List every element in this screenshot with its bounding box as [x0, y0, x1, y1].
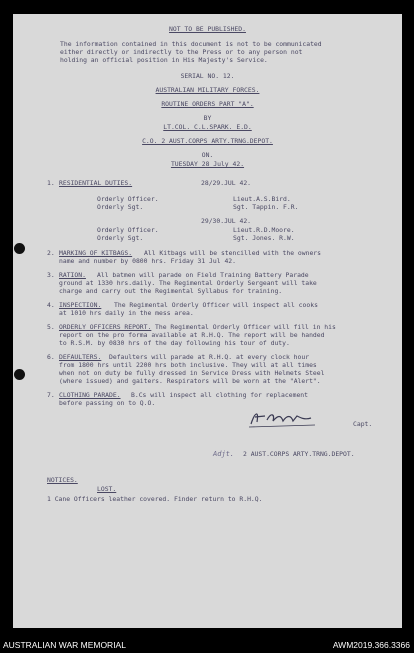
item-7-number: 7.: [47, 391, 55, 399]
item-2-number: 2.: [47, 249, 55, 257]
item-1-date-b: 29/30.JUL 42.: [201, 217, 252, 225]
adjutant-stamp: Adjt.: [213, 450, 235, 458]
item-1-title: RESIDENTIAL DUTIES.: [59, 179, 133, 187]
item-5-line-2: report on the pro forma available at R.H.Q. The report will be handed: [59, 331, 325, 339]
item-1-number: 1.: [47, 179, 55, 187]
item-1-role-a1: Orderly Officer.: [97, 195, 159, 203]
item-4-line-1: The Regimental Orderly Officer will inspect all cooks: [114, 301, 318, 309]
document-page: [13, 14, 402, 628]
item-2-line-1: All Kitbags will be stencilled with the owners: [144, 249, 321, 257]
item-4-number: 4.: [47, 301, 55, 309]
item-1-role-b2: Orderly Sgt.: [97, 234, 144, 242]
item-5-line-1: The Regimental Orderly Officer will fill in his: [155, 323, 336, 331]
item-2-line-2: name and number by 0800 hrs. Friday 31 Jul 42.: [59, 257, 236, 265]
item-6-line-4: (where issued) and gaiters. Respirators will be worn at the "Alert".: [59, 377, 321, 385]
unit: C.O. 2 AUST.CORPS ARTY.TRNG.DEPOT.: [142, 137, 273, 145]
on-label: ON.: [201, 151, 214, 159]
intro-line-3: holding an official position in His Majesty's Service.: [60, 56, 268, 64]
punch-hole-bottom: [14, 369, 25, 380]
item-3-line-2: ground at 1330 hrs.daily. The Regimental Orderly Sergeant will take: [59, 279, 317, 287]
item-6-line-2: from 1800 hrs until 2200 hrs both inclusive. They will at all times: [59, 361, 317, 369]
item-5-number: 5.: [47, 323, 55, 331]
item-3-number: 3.: [47, 271, 55, 279]
item-1-person-b2: Sgt. Jones. R.W.: [233, 234, 295, 242]
item-6-line-3: when not on duty be fully dressed in Service Dress with Helmets Steel: [59, 369, 325, 377]
punch-hole-top: [14, 243, 25, 254]
archive-footer: [0, 637, 414, 653]
signature-unit: 2 AUST.CORPS ARTY.TRNG.DEPOT.: [243, 450, 355, 458]
serial-number: SERIAL NO. 12.: [180, 72, 235, 80]
by-label: BY: [203, 114, 212, 122]
item-6-line-1: Defaulters will parade at R.H.Q. at every clock hour: [109, 353, 310, 361]
lost-title: LOST.: [97, 485, 117, 493]
item-7-line-2: before passing on to Q.O.: [59, 399, 156, 407]
item-2-title: MARKING OF KITBAGS.: [59, 249, 133, 257]
item-1-person-b1: Lieut.R.D.Moore.: [233, 226, 295, 234]
item-3-title: RATION.: [59, 271, 86, 279]
item-3-line-1: All batmen will parade on Field Training Battery Parade: [97, 271, 309, 279]
item-7-line-1: B.Cs will inspect all clothing for replacement: [131, 391, 308, 399]
item-4-title: INSPECTION.: [59, 301, 102, 309]
intro-line-1: The information contained in this document is not to be communicated: [60, 40, 322, 48]
signature-rank: Capt.: [353, 420, 373, 428]
lost-text: 1 Cane Officers leather covered. Finder return to R.H.Q.: [47, 495, 263, 503]
force-title: AUSTRALIAN MILITARY FORCES.: [155, 86, 260, 94]
item-6-number: 6.: [47, 353, 55, 361]
order-date: TUESDAY 28 July 42.: [170, 160, 245, 168]
item-1-date-a: 28/29.JUL 42.: [201, 179, 252, 187]
item-6-title: DEFAULTERS.: [59, 353, 102, 361]
item-1-person-a2: Sgt. Tappin. F.R.: [233, 203, 299, 211]
header-not-to-be-published: NOT TO BE PUBLISHED.: [169, 25, 246, 33]
item-7-title: CLOTHING PARADE.: [59, 391, 121, 399]
notices-title: NOTICES.: [47, 476, 78, 484]
intro-line-2: either directly or indirectly to the Press or to any person not: [60, 48, 303, 56]
orders-title: ROUTINE ORDERS PART "A".: [161, 100, 254, 108]
handwritten-signature: [245, 406, 319, 430]
item-1-role-b1: Orderly Officer.: [97, 226, 159, 234]
footer-institution: AUSTRALIAN WAR MEMORIAL: [3, 640, 126, 650]
item-5-line-3: to R.S.M. by 0830 hrs of the day following his tour of duty.: [59, 339, 290, 347]
item-4-line-2: at 1010 hrs daily in the mess area.: [59, 309, 194, 317]
item-1-role-a2: Orderly Sgt.: [97, 203, 144, 211]
item-3-line-3: charge and carry out the Regimental Syllabus for training.: [59, 287, 283, 295]
author: LT.COL. C.L.SPARK. E.D.: [163, 123, 252, 131]
item-1-person-a1: Lieut.A.S.Bird.: [233, 195, 291, 203]
footer-accession-number: AWM2019.366.3366: [332, 640, 410, 650]
item-5-title: ORDERLY OFFICERS REPORT.: [59, 323, 152, 331]
